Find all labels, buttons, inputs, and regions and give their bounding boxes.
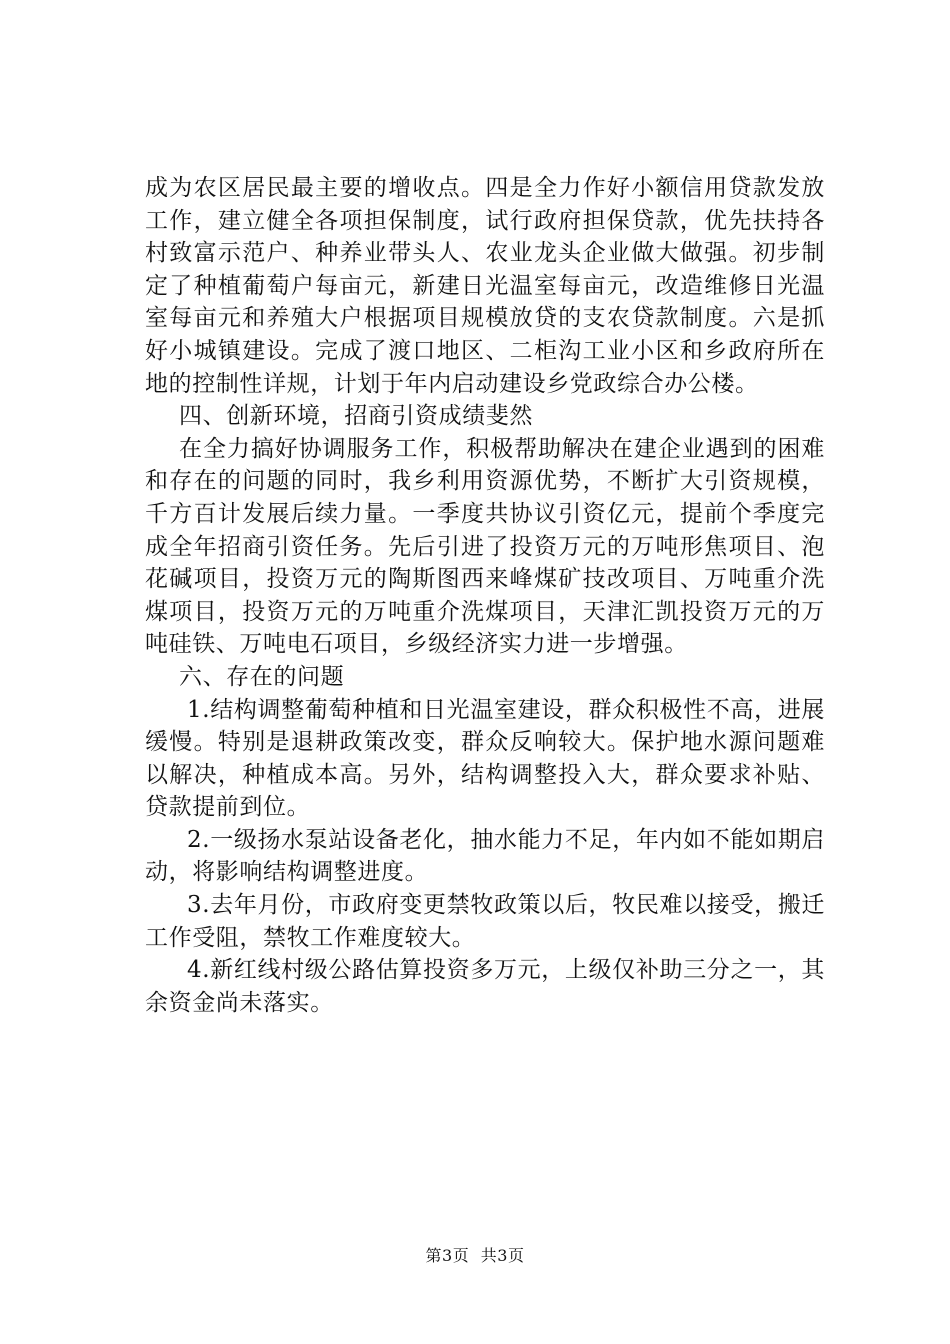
problem-item-1: 1.结构调整葡萄种植和日光温室建设，群众积极性不高，进展缓慢。特别是退耕政策改变，群众反响较大。保护地水源问题难以解决，种植成本高。另外，结构调整投入大，群众要求补贴、贷款提前到位。: [145, 696, 825, 821]
page-footer: [0, 1243, 950, 1266]
section-heading-6: 六、存在的问题: [179, 663, 345, 690]
problem-item-2: 2.一级扬水泵站设备老化，抽水能力不足，年内如不能如期启动，将影响结构调整进度。: [145, 826, 825, 886]
section-heading-4: 四、创新环境，招商引资成绩斐然: [179, 403, 533, 430]
paragraph-continuation: 成为农区居民最主要的增收点。四是全力作好小额信用贷款发放工作，建立健全各项担保制度，试行政府担保贷款，优先扶持各村致富示范户、种养业带头人、农业龙头企业做大做强。初步制定了种植葡萄户每亩元，新建日光温室每亩元，改造维修日光温室每亩元和养殖大户根据项目规模放贷的支农贷款制度。六是抓好小城镇建设。完成了渡口地区、二柜沟工业小区和乡政府所在地的控制性详规，计划于年内启动建设乡党政综合办公楼。: [145, 175, 825, 397]
paragraph-investment: 在全力搞好协调服务工作，积极帮助解决在建企业遇到的困难和存在的问题的同时，我乡利用资源优势，不断扩大引资规模，千方百计发展后续力量。一季度共协议引资亿元，提前个季度完成全年招商引资任务。先后引进了投资万元的万吨形焦项目、泡花碱项目，投资万元的陶斯图西来峰煤矿技改项目、万吨重介洗煤项目，投资万元的万吨重介洗煤项目，天津汇凯投资万元的万吨硅铁、万吨电石项目，乡级经济实力进一步增强。: [145, 435, 825, 658]
document-body: [145, 172, 825, 1019]
page-number: 第3页: [425, 1246, 470, 1265]
problem-item-4: 4.新红线村级公路估算投资多万元，上级仅补助三分之一，其余资金尚未落实。: [145, 957, 825, 1016]
page-total: 共3页: [480, 1246, 525, 1265]
problem-item-3: 3.去年月份，市政府变更禁牧政策以后，牧民难以接受，搬迁工作受阻，禁牧工作难度较大。: [145, 892, 825, 951]
